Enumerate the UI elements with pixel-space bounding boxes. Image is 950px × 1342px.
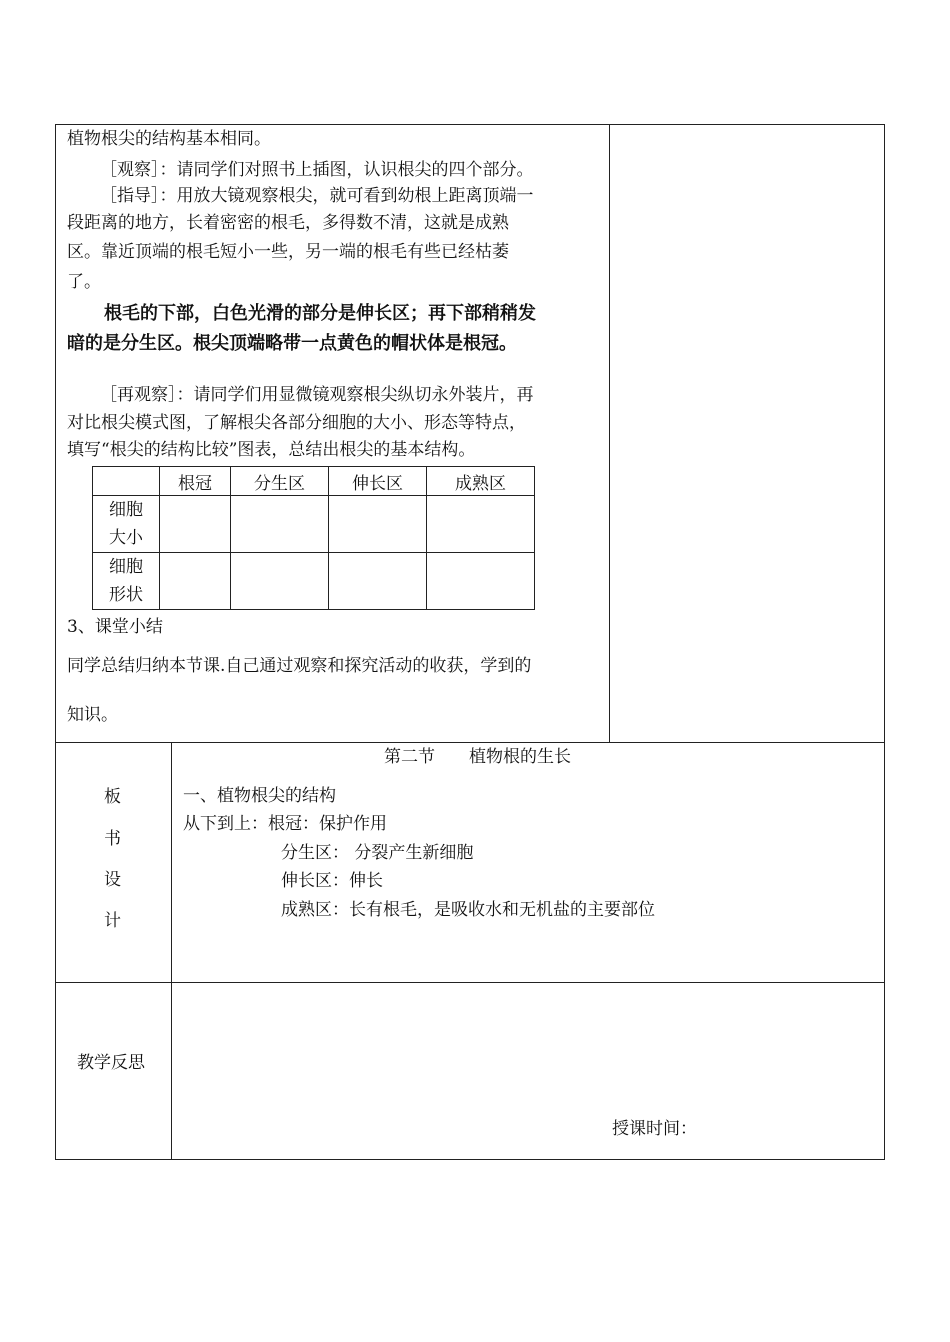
board-label-char: 板 [104, 787, 121, 807]
table-cell [231, 553, 329, 610]
row-label-line: 大小 [109, 528, 143, 548]
summary-line-2: 知识。 [67, 705, 118, 725]
table-cell [160, 553, 231, 610]
reobserve-line-1: ［再观察］：请同学们用显微镜观察根尖纵切永外装片，再 [100, 385, 534, 405]
table-cell [231, 496, 329, 553]
table-cell [160, 496, 231, 553]
table-header-cell [93, 467, 160, 496]
board-line-4: 伸长区：伸长 [281, 871, 383, 891]
table-header-row [93, 467, 535, 496]
teaching-time-label: 授课时间： [612, 1119, 697, 1139]
reobserve-line-3: 填写“根尖的结构比较”图表，总结出根尖的基本结构。 [67, 440, 476, 460]
reobserve-line-2: 对比根尖模式图，了解根尖各部分细胞的大小、形态等特点， [67, 413, 526, 433]
table-cell [427, 553, 535, 610]
board-label-char: 书 [104, 829, 121, 849]
table-row [93, 496, 535, 553]
table-cell [329, 496, 427, 553]
reflection-label: 教学反思 [77, 1053, 145, 1073]
guide-line-4: 了。 [67, 272, 101, 292]
board-line-2: 从下到上：根冠：保护作用 [183, 814, 387, 834]
board-title: 第二节 植物根的生长 [384, 747, 571, 767]
table-cell [427, 496, 535, 553]
bold-paragraph-line-2: 暗的是分生区。根尖顶端略带一点黄色的帽状体是根冠。 [67, 333, 517, 354]
top-right-column-divider [609, 124, 610, 743]
table-header-cell: 伸长区 [329, 467, 427, 496]
reflection-section-divider [55, 982, 885, 983]
board-label-char: 设 [104, 870, 121, 890]
board-line-3: 分生区： 分裂产生新细胞 [281, 843, 474, 863]
root-tip-comparison-table [92, 466, 535, 610]
row-label [93, 553, 160, 610]
guide-line-2: 段距离的地方，长着密密的根毛，多得数不清，这就是成熟 [67, 213, 509, 233]
lesson-plan-frame [55, 124, 885, 1160]
table-cell [329, 553, 427, 610]
board-line-1: 一、植物根尖的结构 [183, 786, 336, 806]
observe-paragraph: ［观察］：请同学们对照书上插图，认识根尖的四个部分。 [100, 160, 534, 180]
table-row [93, 553, 535, 610]
lesson-line-1: 植物根尖的结构基本相同。 [67, 129, 271, 149]
guide-line-3: 区。靠近顶端的根毛短小一些，另一端的根毛有些已经枯萎 [67, 242, 509, 262]
label-column-divider [171, 742, 172, 1160]
board-line-5: 成熟区：长有根毛，是吸收水和无机盐的主要部位 [281, 900, 655, 920]
summary-line-1: 同学总结归纳本节课.自己通过观察和探究活动的收获，学到的 [67, 656, 532, 676]
guide-line-1: ［指导］：用放大镜观察根尖，就可看到幼根上距离顶端一 [100, 186, 534, 206]
row-label-line: 细胞 [109, 557, 143, 577]
row-label-line: 细胞 [109, 500, 143, 520]
row-label-line: 形状 [109, 585, 143, 605]
table-header-cell: 成熟区 [427, 467, 535, 496]
summary-heading: 3、课堂小结 [67, 617, 163, 637]
row-label [93, 496, 160, 553]
table-header-cell: 分生区 [231, 467, 329, 496]
bold-paragraph-line-1: 根毛的下部，白色光滑的部分是伸长区；再下部稍稍发 [104, 303, 536, 324]
board-label-char: 计 [104, 911, 121, 931]
table-header-cell: 根冠 [160, 467, 231, 496]
